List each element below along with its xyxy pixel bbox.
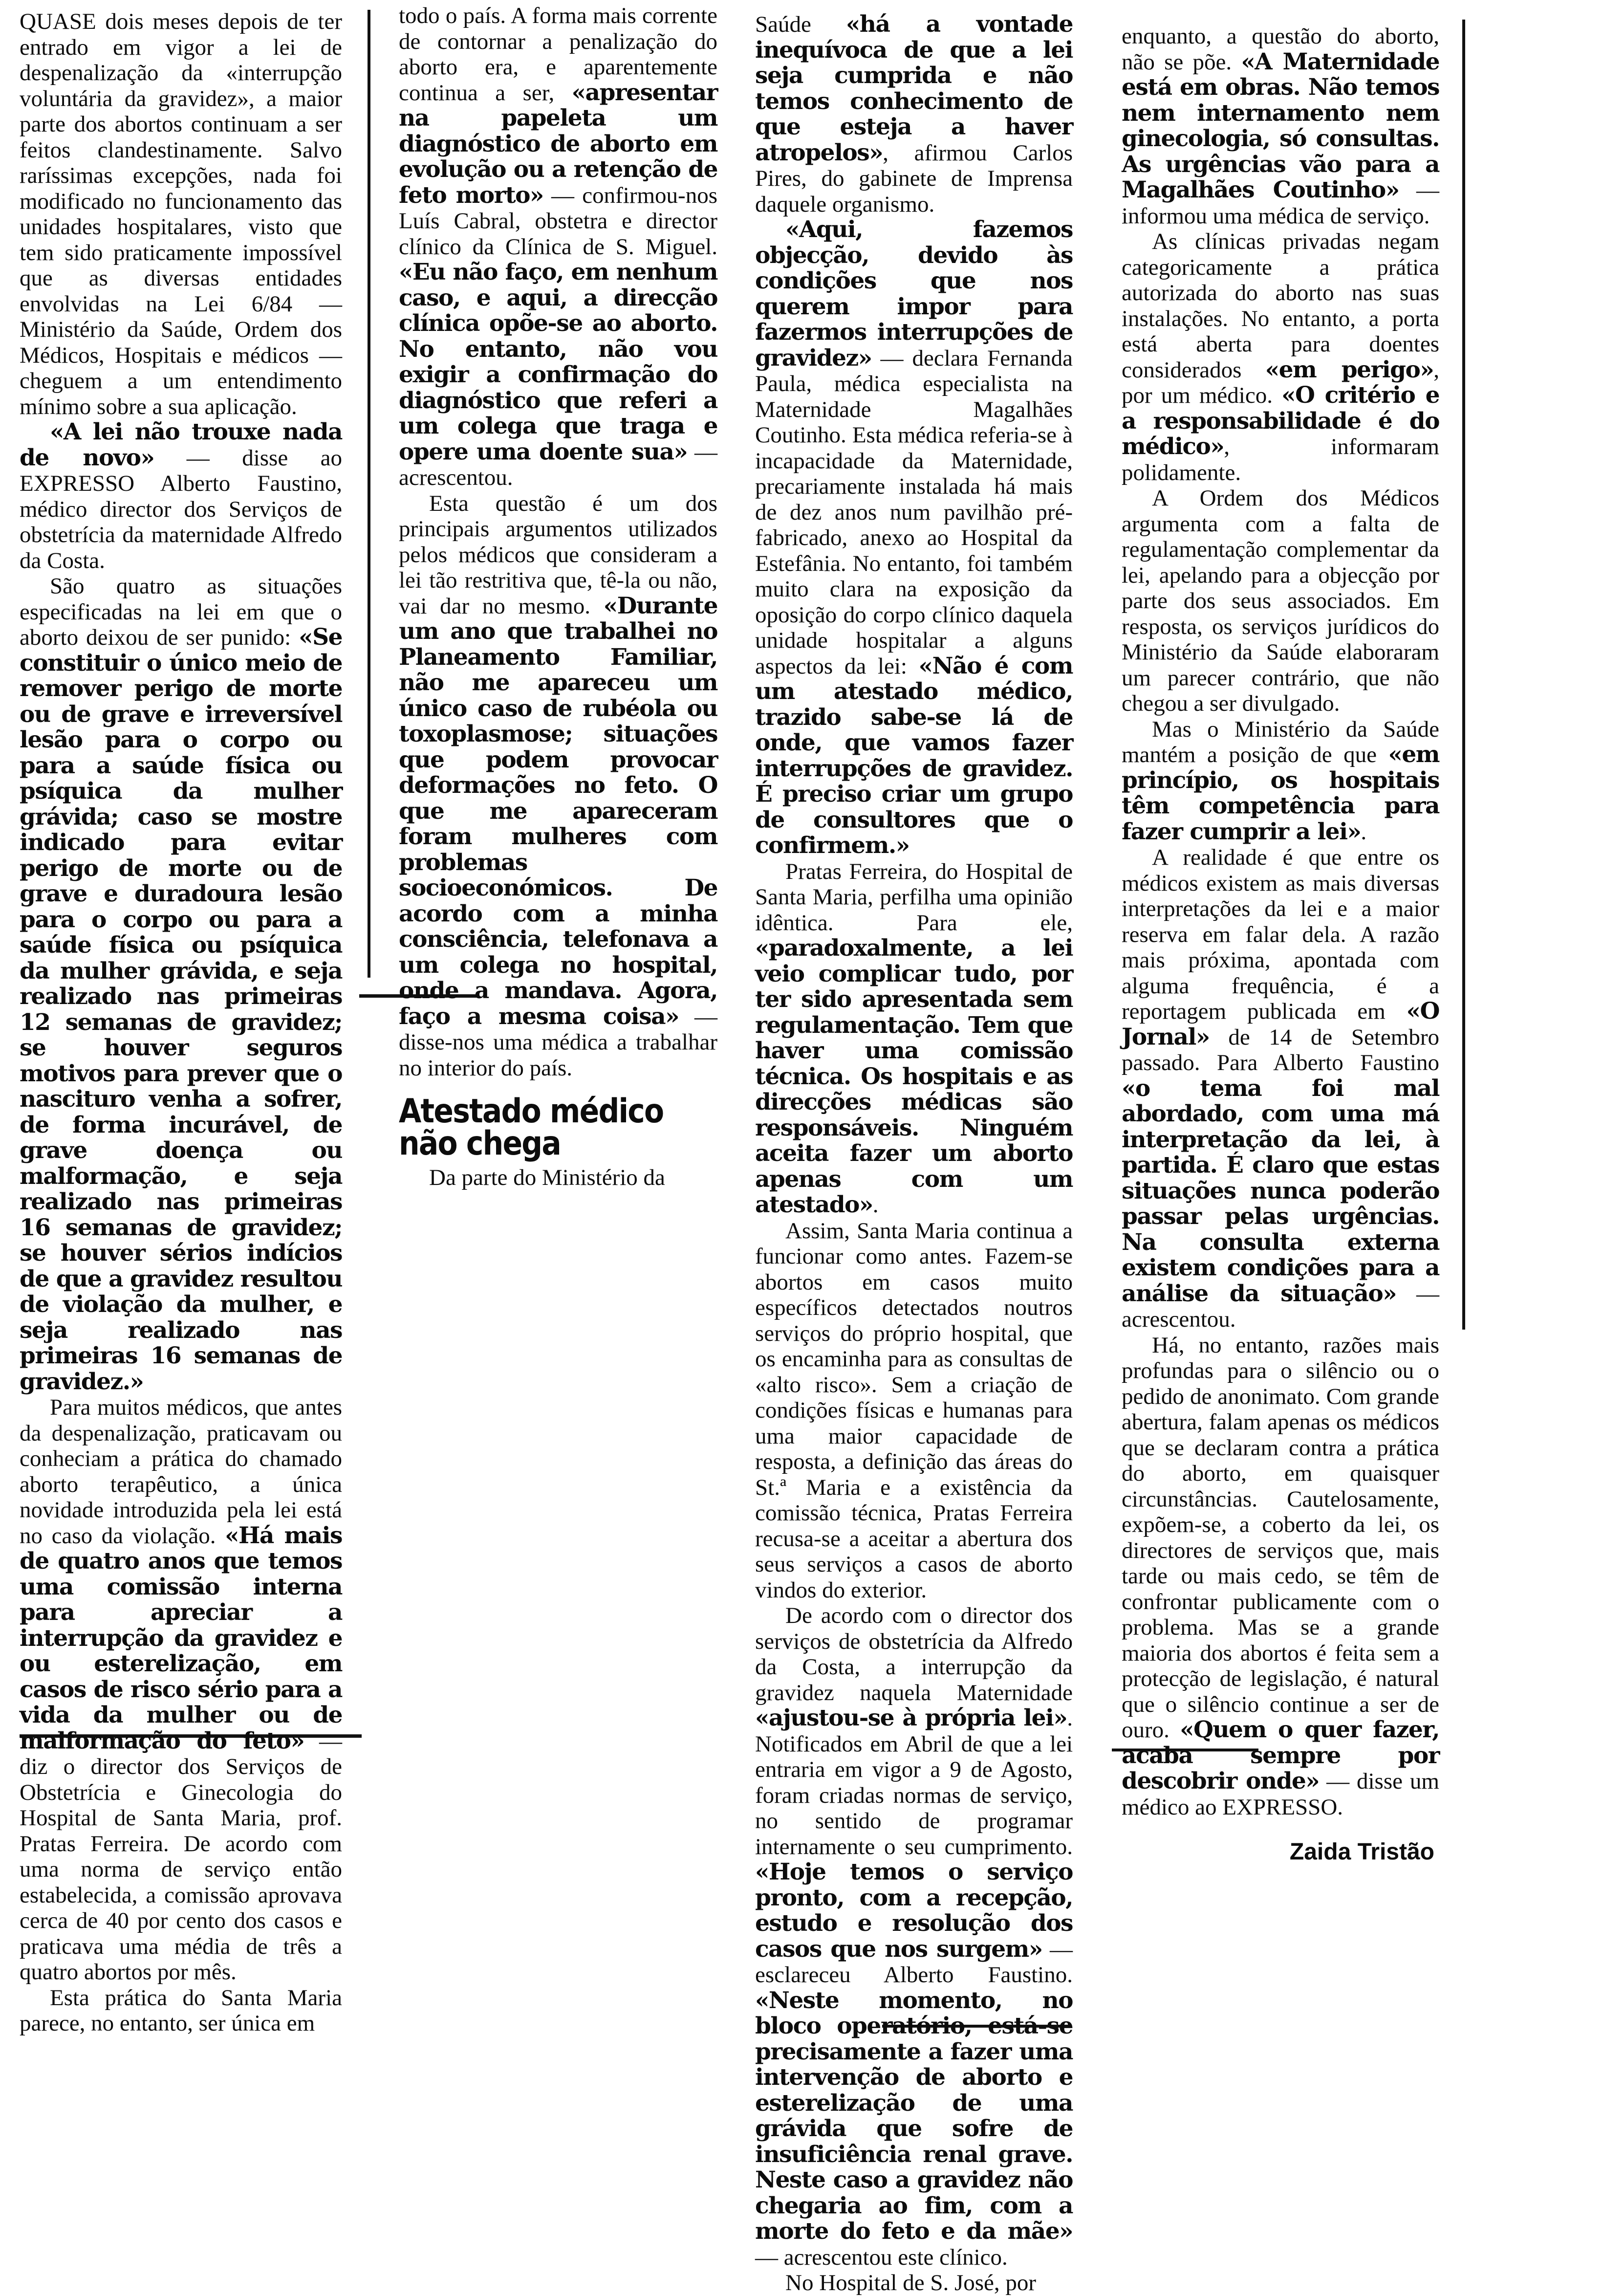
article-paragraph bbox=[399, 3, 717, 491]
article-paragraph bbox=[399, 1165, 717, 1191]
body-text: As clínicas privadas negam categoricamente a prática autorizada do aborto nas suas instalações. No entanto, a porta está aberta para doentes considerados bbox=[1122, 229, 1439, 383]
body-text: Para muitos médicos, que antes da despenalização, praticavam ou conheciam a prática do chamado aborto terapêutico, a única novidade introduzida pela lei está no caso da violação. bbox=[20, 1395, 342, 1549]
body-text: Saúde bbox=[755, 12, 846, 37]
body-text: A Ordem dos Médicos argumenta com a falta de regulamentação complementar da lei, apelando para a objecção por parte dos seus associados. Em resposta, os serviços jurídicos do Ministério da Saúde elaboraram um parecer contrário, que não chegou a ser divulgado. bbox=[1122, 485, 1439, 716]
body-text: enquanto, a questão do aborto, não se põe. bbox=[1122, 23, 1439, 75]
quote-text: «Eu não faço, em nenhum caso, e aqui, a direcção clínica opõe-se ao aborto. No entanto, não vou exigir a confirmação do diagnóstico que referi a um colega que traga e opere uma doente sua» bbox=[399, 259, 717, 465]
quote-text: «Quem o quer fazer, acaba sempre por descobrir onde» bbox=[1122, 1716, 1439, 1794]
body-text: — diz o director dos Serviços de Obstetrícia e Ginecologia do Hospital de Santa Maria, prof. Pratas Ferreira. De acordo com uma norma de serviço então estabelecida, a comissão aprovava cerca de 40 por cento dos casos e praticava uma média de três a quatro abortos por mês. bbox=[20, 1728, 343, 1985]
body-text: — disse ao EXPRESSO Alberto Faustino, médico director dos Serviços de obstetrícia da maternidade Alfredo da Costa. bbox=[20, 445, 342, 573]
quote-text: «em perigo» bbox=[1265, 356, 1434, 383]
body-text: Esta questão é um dos principais argumentos utilizados pelos médicos que consideram a lei tão restritiva que, tê-la ou não, vai dar no mesmo. bbox=[399, 490, 717, 619]
body-text: No Hospital de S. José, por bbox=[785, 2270, 1037, 2296]
quote-text: «Há mais de quatro anos que temos uma comissão interna para apreciar a interrupção da gravidez e ou esterelização, em casos de risco sério para a vida da mulher ou de malformação do feto» bbox=[20, 1522, 342, 1754]
body-text: — declara Fernanda Paula, médica especialista na Maternidade Magalhães Coutinho. Esta médica referia-se à incapacidade da Maternidade, precariamente instalada há mais de dez anos num pavilhão pré-fabricado, anexo ao Hospital da Estefânia. No entanto, foi também muito clara na exposição da oposição do corpo clínico daquela unidade hospitalar a alguns aspectos da lei: bbox=[755, 345, 1073, 679]
body-text: . bbox=[1361, 819, 1367, 845]
quote-text: «Durante um ano que trabalhei no Planeamento Familiar, não me apareceu um único caso de rubéola ou toxoplasmose; situações que podem provocar deformações no feto. O que me apareceram foram mulheres com problemas socioeconómicos. De acordo com a minha consciência, telefonava a um colega no hospital, onde a mandava. Agora, faço a mesma coisa» bbox=[399, 592, 717, 1030]
author-byline: Zaida Tristão bbox=[1289, 1839, 1434, 1865]
section-subheading: Atestado médico não chega bbox=[399, 1092, 664, 1163]
article-column-4 bbox=[1122, 23, 1439, 1865]
article-paragraph bbox=[755, 2270, 1073, 2296]
article-paragraph bbox=[755, 1603, 1073, 2270]
quote-text: «O Jornal» bbox=[1122, 998, 1439, 1050]
article-paragraph bbox=[755, 217, 1073, 859]
article-paragraph bbox=[1122, 229, 1439, 485]
body-text: Assim, Santa Maria continua a funcionar como antes. Fazem-se abortos em casos muito específicos detectados noutros serviços do próprio hospital, que os encaminha para as consultas de «alto risco». Sem a criação de condições físicas e humanas para uma maior capacidade de resposta, a definição das áreas do St.ª Maria e a existência da comissão técnica, Pratas Ferreira recusa-se a aceitar a abertura dos seus serviços a casos de aborto vindos do exterior. bbox=[755, 1218, 1073, 1603]
article-paragraph bbox=[1122, 23, 1439, 229]
body-text: QUASE dois meses depois de ter entrado em vigor a lei de despenalização da «interrupção voluntária da gravidez», a maior parte dos abortos continuam a ser feitos clandestinamente. Salvo raríssimas excepções, nada foi modificado no funcionamento das unidades hospitalares, visto que tem sido praticamente impossível que as diversas entidades envolvidas na Lei 6/84 — Ministério da Saúde, Ordem dos Médicos, Hospitais e médicos — cheguem a um entendimento mínimo sobre a sua aplicação. bbox=[20, 9, 342, 419]
article-paragraph bbox=[1122, 845, 1439, 1333]
body-text: Pratas Ferreira, do Hospital de Santa Maria, perfilha uma opinião idêntica. Para ele, bbox=[755, 858, 1073, 936]
article-paragraph bbox=[755, 859, 1073, 1218]
quote-text: «Neste momento, no bloco operatório, está-se precisamente a fazer uma intervenção de aborto e esterelização de uma grávida que sofre de insuficiência renal grave. Neste caso a gravidez não chegaria ao fim, com a morte do feto e da mãe» bbox=[755, 1987, 1073, 2245]
article-paragraph bbox=[755, 12, 1073, 217]
quote-text: «Se constituir o único meio de remover perigo de morte ou de grave e irreversível lesão para o corpo ou para a saúde física ou psíquica da mulher grávida; caso se mostre indicado para evitar perigo de morte ou de grave e duradoura lesão para o corpo ou para a saúde física ou psíquica da mulher grávida, e seja realizado nas primeiras 12 semanas de gravidez; se houver seguros motivos para prever que o nascituro venha a sofrer, de forma incurável, de grave doença ou malformação, e seja realizado nas primeiras 16 semanas de gravidez; se houver sérios indícios de que a gravidez resultou de violação da mulher, e seja realizado nas primeiras 16 semanas de gravidez.» bbox=[20, 624, 342, 1395]
article-paragraph bbox=[20, 9, 342, 419]
body-text: — esclareceu Alberto Faustino. bbox=[755, 1936, 1073, 1988]
body-text: Da parte do Ministério da bbox=[429, 1165, 665, 1190]
article-paragraph bbox=[1122, 717, 1439, 845]
body-text: São quatro as situações especificadas na lei em que o aborto deixou de ser punido: bbox=[20, 573, 342, 650]
body-text: . Notificados em Abril de que a lei entraria em vigor a 9 de Agosto, foram criadas normas de serviço, no sentido de programar internamente o seu cumprimento. bbox=[755, 1706, 1073, 1859]
body-text: Esta prática do Santa Maria parece, no entanto, ser única em bbox=[20, 1985, 342, 2036]
body-text: — acrescentou. bbox=[1122, 1281, 1439, 1332]
body-text: — disse um médico ao EXPRESSO. bbox=[1122, 1769, 1439, 1820]
column-divider-rule bbox=[368, 10, 370, 978]
quote-text: «Hoje temos o serviço pronto, com a recepção, estudo e resolução dos casos que nos surgem» bbox=[755, 1859, 1073, 1963]
article-paragraph bbox=[20, 573, 342, 1395]
body-text: — confirmou-nos Luís Cabral, obstetra e director clínico da Clínica de S. Miguel. bbox=[399, 182, 717, 260]
quote-text: «o tema foi mal abordado, com uma má interpretação da lei, à partida. É claro que estas situações nunca poderão passar pelas urgências. Na consulta externa existem condições para a análise da situação» bbox=[1122, 1074, 1439, 1307]
body-text: todo o país. A forma mais corrente de contornar a penalização do aborto era, e aparentemente continua a ser, bbox=[399, 3, 717, 106]
body-text: Mas o Ministério da Saúde mantém a posição de que bbox=[1122, 716, 1439, 767]
quote-text: «paradoxalmente, a lei veio complicar tudo, por ter sido apresentada sem regulamentação. Tem que haver uma comissão técnica. Os hospitais e as direcções médicas são responsáveis. Ninguém aceita fazer um aborto apenas com um atestado» bbox=[755, 935, 1073, 1218]
article-paragraph bbox=[755, 1218, 1073, 1603]
quote-text: «Aqui, fazemos objecção, devido às condições que nos querem impor para fazermos interrupções de gravidez» bbox=[755, 216, 1073, 372]
body-text: A realidade é que entre os médicos existem as mais diversas interpretações da lei e a maior reserva em falar dela. A razão mais próxima, apontada com alguma frequência, é a reportagem publicada em bbox=[1122, 845, 1439, 1024]
article-paragraph bbox=[399, 491, 717, 1081]
article-column-2 bbox=[399, 3, 717, 1191]
article-paragraph bbox=[20, 419, 342, 573]
quote-text: «A Maternidade está em obras. Não temos nem internamento nem ginecologia, só consultas. As urgências vão para a Magalhães Coutinho» bbox=[1122, 48, 1439, 203]
article-paragraph bbox=[20, 1395, 342, 1985]
body-text: de 14 de Setembro passado. Para Alberto Faustino bbox=[1122, 1024, 1439, 1075]
quote-text: «ajustou-se à própria lei» bbox=[755, 1705, 1067, 1731]
article-paragraph bbox=[1122, 1333, 1439, 1820]
article-paragraph bbox=[20, 1985, 342, 2036]
body-text: — disse-nos uma médica a trabalhar no interior do país. bbox=[399, 1004, 717, 1081]
quote-text: «apresentar na papeleta um diagnóstico de aborto em evolução ou a retenção de feto morto» bbox=[399, 79, 717, 209]
article-column-1 bbox=[20, 9, 342, 2036]
body-text: De acordo com o director dos serviços de obstetrícia da Alfredo da Costa, a interrupção da gravidez naquela Maternidade bbox=[755, 1603, 1073, 1706]
body-text: — acrescentou. bbox=[399, 439, 717, 490]
quote-text: «em princípio, os hospitais têm competência para fazer cumprir a lei» bbox=[1122, 741, 1439, 845]
quote-text: «A lei não trouxe nada de novo» bbox=[20, 418, 342, 471]
body-text: . bbox=[872, 1192, 879, 1218]
column-divider-rule bbox=[1462, 20, 1465, 1330]
body-text: — informou uma médica de serviço. bbox=[1122, 177, 1439, 229]
article-paragraph bbox=[1122, 485, 1439, 717]
body-text: , por um médico. bbox=[1122, 357, 1439, 408]
quote-text: «Não é com um atestado médico, trazido sabe-se lá de onde, que vamos fazer interrupções de gravidez. É preciso criar um grupo de consultores que o confirmem.» bbox=[755, 652, 1073, 859]
body-text: — acrescentou este clínico. bbox=[755, 2244, 1008, 2270]
quote-text: «há a vontade inequívoca de que a lei seja cumprida e não temos conhecimento de que esteja a haver atropelos» bbox=[755, 11, 1073, 166]
body-text: Há, no entanto, razões mais profundas para o silêncio ou o pedido de anonimato. Com grande abertura, falam apenas os médicos que se declaram contra a prática do aborto, em quaisquer circunstâncias. Cautelosamente, expõem-se, a coberto da lei, os directores de serviços que, mais tarde ou mais cedo, se têm de confrontar publicamente com o problema. Mas se a grande maioria dos abortos é feita sem a protecção de legislação, é natural que o silêncio continue a ser de ouro. bbox=[1122, 1332, 1439, 1743]
body-text: , informaram polidamente. bbox=[1122, 434, 1439, 485]
article-column-3 bbox=[755, 12, 1073, 2296]
body-text: , afirmou Carlos Pires, do gabinete de Imprensa daquele organismo. bbox=[755, 140, 1073, 217]
quote-text: «O critério e a responsabilidade é do médico» bbox=[1122, 382, 1439, 460]
